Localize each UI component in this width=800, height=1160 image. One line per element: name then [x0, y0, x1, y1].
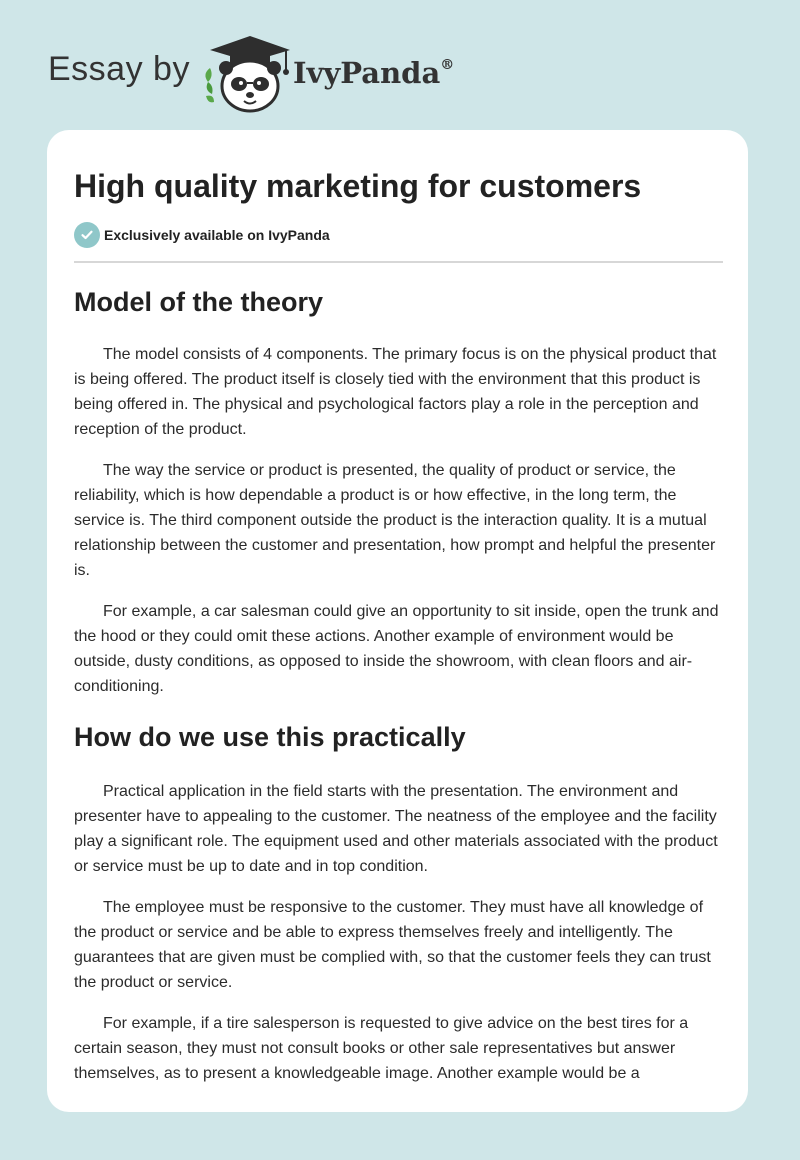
site-header [48, 28, 548, 118]
paragraph: The model consists of 4 components. The primary focus is on the physical product that is being offered. The product itself is closely tied with the environment that this product is being offered in. The physical and psychological factors play a role in the perception and reception of the product. [74, 346, 717, 438]
paragraph: Practical application in the field starts with the presentation. The environment and presenter have to appealing to the customer. The neatness of the employee and the facility play a significant role. The equipment used and other materials associated with the product or service must be up to date and in top condition. [74, 783, 718, 875]
registered-mark: ® [440, 57, 455, 73]
paragraph: The way the service or product is presented, the quality of product or service, the reliability, which is how dependable a product is or how effective, in the long term, the service is. The third component outside the product is the interaction quality. It is a mutual relationship between the customer and presentation, how prompt and helpful the presenter is. [74, 462, 716, 579]
brand-name[interactable] [293, 56, 454, 90]
check-circle-icon [74, 222, 100, 248]
exclusive-badge [74, 221, 330, 249]
brand-text: IvyPanda [293, 56, 441, 90]
section-heading: Model of the theory [74, 287, 323, 317]
exclusive-label: Exclusively available on IvyPanda [104, 227, 330, 243]
paragraph: For example, a car salesman could give an opportunity to sit inside, open the trunk and the hood or they could omit these actions. Another example of environment would be outside, dusty conditions, as opposed to inside the showroom, with clean floors and air-conditioning. [74, 603, 719, 695]
page-title: High quality marketing for customers [74, 168, 642, 204]
essay-card [47, 130, 748, 1112]
panda-logo-icon[interactable] [200, 32, 300, 114]
article-body [74, 280, 723, 1102]
title-divider [74, 261, 723, 263]
essay-by-label: Essay by [48, 50, 190, 88]
paragraph: For example, if a tire salesperson is requested to give advice on the best tires for a certain season, they must not consult books or other sale representatives but answer themselves, as to present a knowledgeable image. Another example would be a [74, 1015, 689, 1082]
section-heading: How do we use this practically [74, 722, 466, 752]
paragraph: The employee must be responsive to the customer. They must have all knowledge of the product or service and be able to express themselves freely and intelligently. The guarantees that are given must be complied with, so that the customer feels they can trust the product or service. [74, 899, 711, 991]
